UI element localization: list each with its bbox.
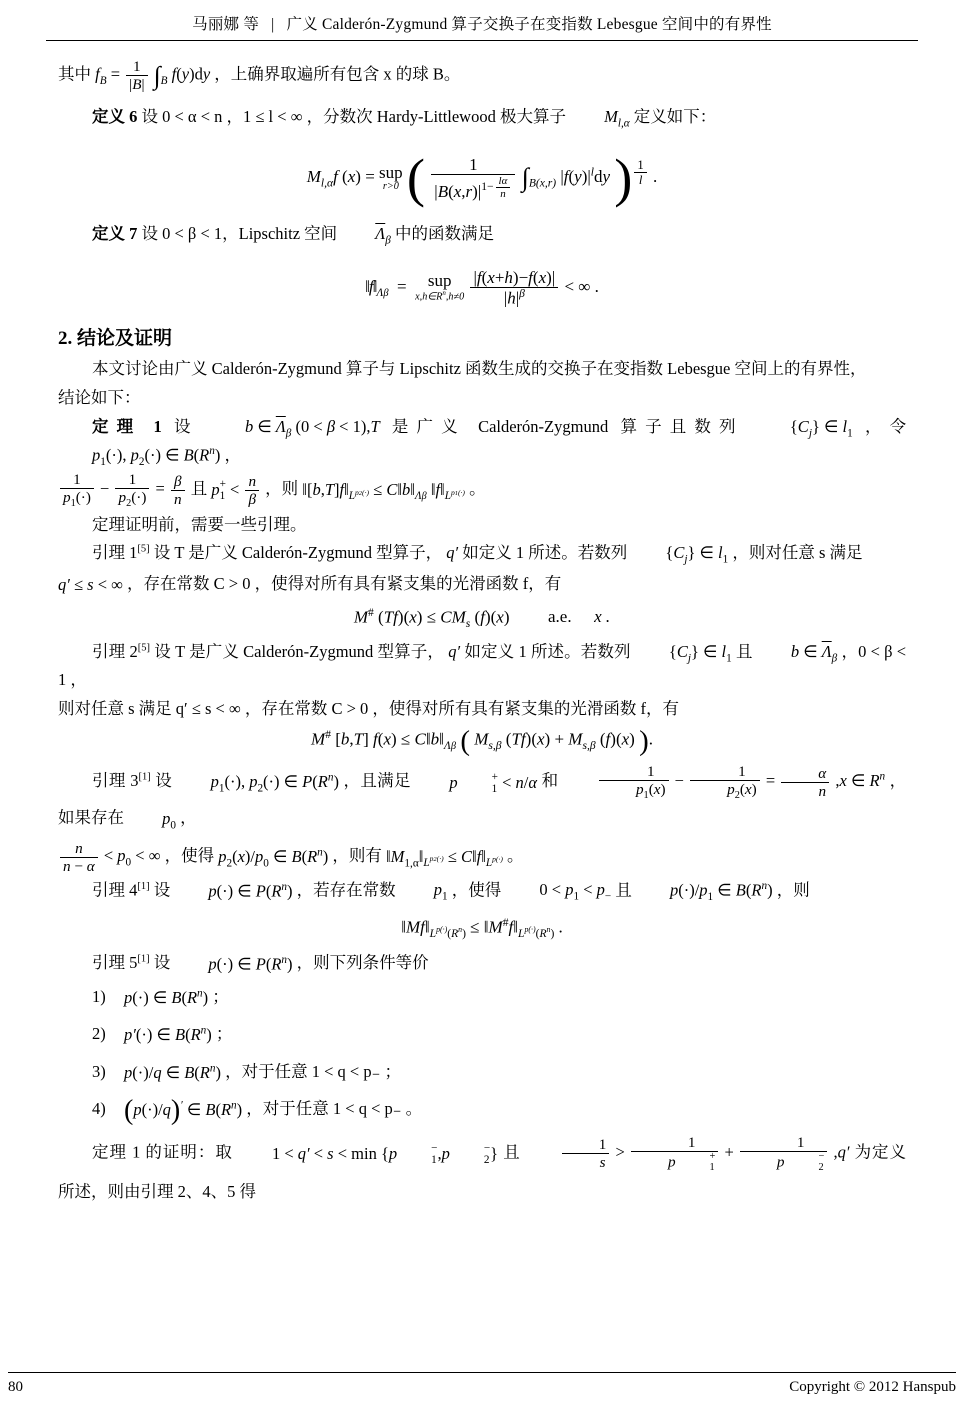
section-title-text: 结论及证明 [77,328,173,350]
lemma-3-formula-range: $\frac{n}{n - \alpha}$ < $p_0$ < ∞ [58,839,160,875]
list-item [92,1092,906,1128]
formula-fb: $f_B$ = $\frac{1}{|B|}$ $\int_B$ f(y)dy [95,58,211,94]
lemma-2-text-a: 设 T 是广义 Calderón-Zygmund 型算子， [154,641,445,661]
lemma-3-formula-p2: $p_2(x)/p_0$ ∈ $B(R^n)$ [218,846,329,870]
fb-prefix: 其中 [58,64,91,84]
lemma-2-text-d: ，0 < β < 1 ， [58,641,907,689]
list-item [92,980,906,1016]
lemma-2-text-b: 如定义 1 所述。若数列 [464,641,631,661]
list-item [92,1055,906,1091]
proof-1-text-c: 为定义所述，则由引理 2、4、5 得 [58,1142,907,1201]
page-footer [0,1372,964,1396]
theorem-1-text-g: 。 [469,479,486,499]
lemma-3-text-f: ，使得 [164,845,215,865]
proof-1-formula-b: $\frac{1}{s}$ > 1 p + 1 + 1 p − 2 ,q′ [526,1134,850,1174]
lemma-5-item-3-tail: ，对于任意 1 < q < p₋ ； [225,1061,401,1081]
lemma-3-formula-cond: p + 1 < n/α [449,771,538,795]
lemma-5-formula-p: p(·) ∈ $P(R^n)$ [208,953,293,974]
running-head [58,0,906,40]
paragraph-intro-a [58,356,906,383]
formula-def7-display: $‖f‖_{\Lambda\beta}$ = sup $x,h\in R^n,h\ne 0$ $\frac{|f(x+h)-f(x)|}{|h|^\beta}$ < ∞ . [365,267,599,308]
theorem-1-formula-d: $p_1(\cdot)$, $p_2(\cdot)$ ∈ $B(R^n)$ [92,445,221,468]
lemma-4-text-e: ，则 [776,880,810,900]
lemma-1-text-d: ，存在常数 C > 0 ，使得对所有具有紧支集的光滑函数 f，有 [127,573,562,593]
lemma-2-ref: [5] [137,642,150,654]
section-heading-2 [58,323,906,350]
lemma-5-item-1-formula: p(·) ∈ $B(R^n)$ [124,987,209,1007]
proof-1-text-b: 且 [503,1142,521,1162]
theorem-1-formula-e: $\frac{1}{p_1(\cdot)}$ − $\frac{1}{p_2(\cdot)}$ = $\frac{\beta}{n}$ [58,471,187,510]
lemma-1-formula-s: q′ ≤ s < ∞ [58,574,123,594]
paragraph-definition-6 [58,104,906,132]
paragraph-theorem-1 [58,414,906,471]
lemma-5-item-3-formula: p(·)/q ∈ $B(R^n)$ [124,1062,221,1082]
paragraph-lemma-4 [58,877,906,906]
lemma-5-item-4-num: 4) [92,1099,106,1119]
paragraph-lemma-3 [58,763,906,837]
definition-6-text-a: 设 0 < α < n ，1 ≤ l < ∞ ，分数次 Hardy-Littlewood 极大算子 [141,107,566,127]
proof-1-text-a: 定理 1 的证明：取 [92,1142,233,1162]
theorem-1-formula-c: $\{C_j\}$ ∈ $l_1$ [789,416,853,439]
lemma-2-label: 引理 2 [92,641,138,661]
paragraph-intro-b [58,385,906,412]
lemma-4-text-b: ，若存在常数 [296,880,396,900]
running-head-separator: | [271,16,275,33]
formula-lemma-1-display: M# $(Tf)(x) \le CM_s$ (f)(x) a.e. x . [353,606,611,631]
theorem-1-text-d: ， [224,445,241,465]
lemma-2-formula-c: $\{C_j\}$ ∈ $l_1$ [668,641,732,664]
definition-7-symbol: $\overline{\Lambda}_\beta$ [375,224,391,247]
lemma-5-label: 引理 5 [92,953,138,973]
definition-6-symbol: $M_{l,\alpha}$ [604,107,630,130]
lemma-5-item-4-tail: ，对于任意 1 < q < p₋ 。 [246,1099,423,1119]
paragraph-fb [58,55,906,96]
paragraph-lemma-1-cont [58,571,906,599]
definition-7-text-a: 设 0 < β < 1，Lipschitz 空间 [141,224,338,244]
definition-6-text-b: 定义如下： [633,107,717,127]
lemma-2-symbol-q: q′ [448,641,461,661]
lemma-4-symbol-p1: $p_1$ [433,880,448,903]
lemma-1-symbol-q: q′ [446,543,459,563]
theorem-1-label: 定理 1 [92,416,162,436]
page-number: 80 [8,1379,23,1395]
lemma-1-ae-var: x . [594,607,611,627]
theorem-1-text-b: 是广义 Calderón-Zygmund 算子且数列 [391,416,744,436]
pre-lemma-text: 定理证明前，需要一些引理。 [92,514,307,534]
lemma-3-formula-eq: $\frac{1}{p_1(x)}$ − $\frac{1}{p_2(x)}$ = $\frac{\alpha}{n}$ ,x ∈ $R^n$ [563,763,885,802]
intro-text-a: 本文讨论由广义 Calderón-Zygmund 算子与 Lipschitz 函数生成的交换子在变指数 Lebesgue 空间上的有界性， [92,359,867,379]
lemma-3-text-d: ，如果存在 [58,770,907,828]
lemma-1-text-c: ，则对任意 s 满足 [732,543,863,563]
lemma-3-text-h: 。 [507,845,524,865]
paragraph-lemma-3-cont [58,839,906,875]
theorem-1-formula-f: p + 1 < $\frac{n}{\beta}$ [211,473,261,509]
lemma-1-ae: a.e. [548,607,572,627]
lemma-5-item-1-tail: ； [212,986,229,1006]
lemma-3-text-a: 设 [155,770,173,790]
proof-1-formula-a: 1 < q′ < s < min {p − 1 ,p − 2 } [271,1142,499,1166]
lemma-4-label: 引理 4 [92,880,138,900]
lemma-5-text-b: ，则下列条件等价 [296,953,429,973]
lemma-4-formula-range: $0 < p_1 < p_-$ [539,880,612,903]
lemma-5-text-a: 设 [153,953,171,973]
lemma-1-formula-c: $\{C_j\}$ ∈ $l_1$ [665,543,729,566]
theorem-1-text-c: ，令 [864,416,907,436]
lemma-3-formula-p: $p_1(\cdot)$, $p_2(\cdot)$ ∈ $P(R^n)$ [210,771,339,794]
copyright-text: Copyright © 2012 Hanspub [789,1379,956,1395]
lemma-4-formula-p: p(·) ∈ $P(R^n)$ [208,880,293,901]
lemma-3-formula-concl: $‖M_{1,\alpha}‖_{L^{p2(\cdot)}}$ ≤ $C‖f‖_{L^{p(\cdot)}}$ [386,846,503,870]
lemma-4-text-a: 设 [153,880,171,900]
lemma-2-text-e: 则对任意 s 满足 q′ ≤ s < ∞ ，存在常数 C > 0 ，使得对所有具有紧支集的光滑函数 f，有 [58,698,680,718]
lemma-3-text-g: ，则有 [332,845,382,865]
paragraph-theorem-1-cont [58,471,906,510]
lemma-1-text-b: 如定义 1 所述。若数列 [462,543,628,563]
theorem-1-text-a: 设 [174,416,199,436]
lemma-3-label: 引理 3 [92,770,139,790]
lemma-3-ref: [1] [138,771,151,783]
lemma-5-item-1-num: 1) [92,986,106,1006]
lemma-2-formula-b: b ∈ $\overline{\Lambda}_\beta$ [790,641,838,664]
formula-lemma-2-display: M# [b,T] $f(x) \le C‖b‖_{\Lambda\beta}$ ( $M_{s,\beta}$ $(Tf)(x) + M_{s,\beta}$ (f)(x) ). [311,724,653,757]
lemma-5-item-2-num: 2) [92,1024,106,1044]
formula-def6-display: $M_{l,\alpha}f$ (x) = sup r>0 ( 1 $|B(x,r)|^{1- \frac{l\alpha}{n}}$ $\int_{B(x,r)}$ $|f(y)|^ldy$ ) $^{\frac{1}{l}}$ . [306,147,658,208]
theorem-1-text-e: 且 [190,479,208,499]
theorem-1-formula-b: b ∈ $\overline{\Lambda}_\beta$ (0 < β < 1),T [244,416,380,439]
formula-lemma-4-display: $‖Mf‖_{L^{p(\cdot)}(R^n)}$ ≤ $‖M^{\#}f‖_{L^{p(\cdot)}(R^n)}$ . [401,915,563,941]
lemma-4-text-c: ，使得 [451,880,502,900]
paragraph-pre-lemma [58,512,906,539]
lemma-2-text-c: 且 [735,641,753,661]
lemma-5-item-4-formula: (p(·)/q)′ ∈ $B(R^n)$ [124,1095,243,1127]
paragraph-lemma-5 [58,950,906,978]
lemma-5-item-2-tail: ； [215,1024,233,1044]
header-divider [46,40,918,41]
lemma-5-item-3-num: 3) [92,1061,106,1081]
paragraph-lemma-1 [58,540,906,568]
section-number: 2. [58,328,73,350]
definition-6-label: 定义 6 [92,107,138,127]
definition-7-label: 定义 7 [92,224,138,244]
footer-divider [8,1372,956,1373]
lemma-5-item-2-formula: p′(·) ∈ $B(R^n)$ [124,1024,212,1045]
lemma-3-symbol-p0: $p_0$ [162,809,176,832]
lemma-3-text-b: ，且满足 [343,770,411,790]
intro-text-b: 结论如下： [58,387,141,407]
lemma-3-text-c: 和 [541,770,559,790]
lemma-4-ref: [1] [137,880,150,892]
fb-suffix: ，上确界取遍所有包含 x 的球 B。 [214,64,461,84]
theorem-1-formula-g: $‖[b,T]f‖_{L^{p2(\cdot)}}$ ≤ $C‖b‖_{\Lambda\beta}$ $‖f‖_{L^{p1(\cdot)}}$ [302,480,465,503]
lemma-1-label: 引理 1 [92,543,138,563]
definition-7-text-b: 中的函数满足 [394,224,494,244]
lemma-1-text-a: 设 T 是广义 Calderón-Zygmund 型算子， [153,543,443,563]
lemma-4-text-d: 且 [615,880,632,900]
theorem-1-text-f: ，则 [265,479,299,499]
lemma-4-formula-quot: $p(\cdot)/p_1$ ∈ $B(R^n)$ [669,880,773,903]
running-head-authors: 马丽娜 等 [192,16,260,33]
lemma-3-text-e: ， [180,808,197,828]
paragraph-definition-7 [58,221,906,249]
paragraph-lemma-2 [58,639,906,694]
list-item [92,1017,906,1053]
paragraph-lemma-2-cont [58,696,906,723]
lemma-1-ref: [5] [137,543,150,555]
paragraph-proof-1 [58,1134,906,1210]
running-head-title: 广义 Calderón-Zygmund 算子交换子在变指数 Lebesgue 空间中的有界性 [286,16,772,33]
lemma-5-ref: [1] [137,953,150,965]
